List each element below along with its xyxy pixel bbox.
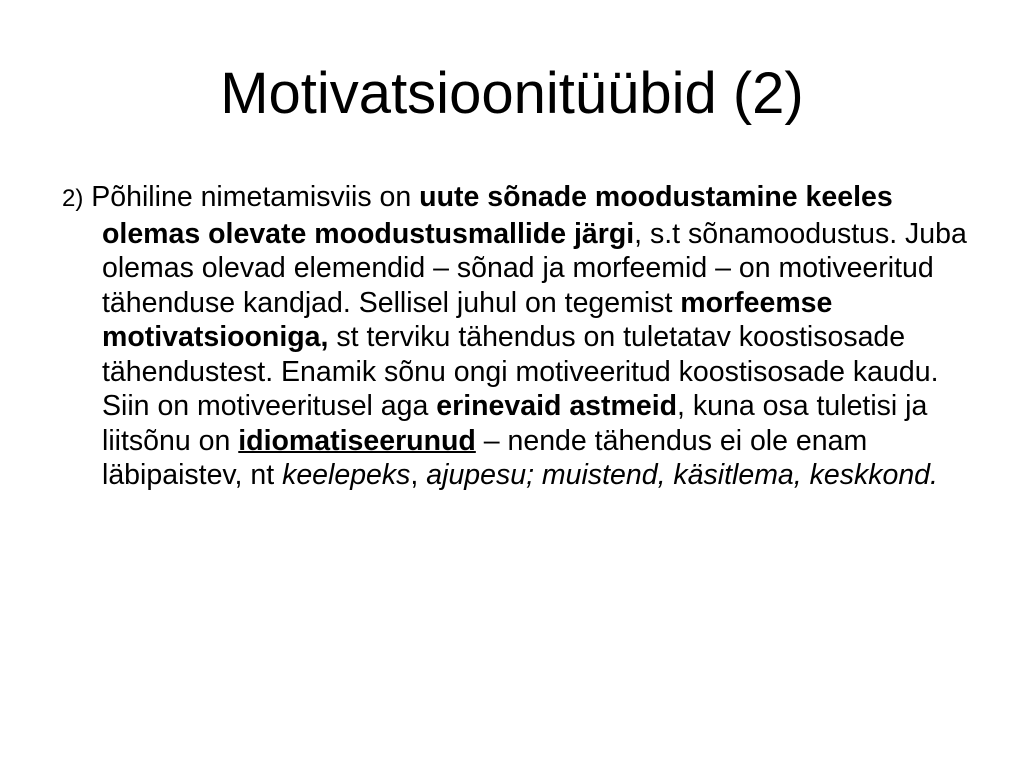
body-text-segment: st terviku tähendus on tuletatav koostisosade tähendustest. Enamik sõnu ongi motiveeritud koostisosade kaudu. Siin on motiveeritusel aga [102, 321, 939, 422]
emphasis-new-word-formation: uute sõnade moodustamine keeles olemas olevate moodustusmallide järgi [102, 181, 893, 250]
body-text-segment: – nende tähendus ei ole enam läbipaistev, nt [102, 424, 868, 491]
body-text-segment: , [410, 459, 427, 491]
example-word: keelepeks [282, 459, 411, 491]
body-text-segment: , kuna osa tuletisi ja liitsõnu on [102, 390, 928, 457]
emphasis-morphemic-motivation: morfeemse motivatsiooniga, [102, 286, 833, 353]
example-words: ajupesu; muistend, käsitlema, keskkond. [426, 459, 938, 491]
emphasis-different-degrees: erinevaid astmeid [436, 390, 678, 422]
body-text-segment: Põhiline nimetamisviis on [83, 181, 420, 213]
body-text-segment: , s.t sõnamoodustus. Juba olemas olevad elemendid – sõnad ja morfeemid – on motiveeritud tähenduse kandjad. Sellisel juhul on tegemist [102, 217, 967, 319]
list-marker: 2) [62, 185, 84, 212]
slide-body-paragraph [62, 180, 990, 493]
slide-title: Motivatsioonitüübid (2) [220, 61, 804, 126]
emphasis-idiomatized: idiomatiseerunud [238, 424, 476, 457]
